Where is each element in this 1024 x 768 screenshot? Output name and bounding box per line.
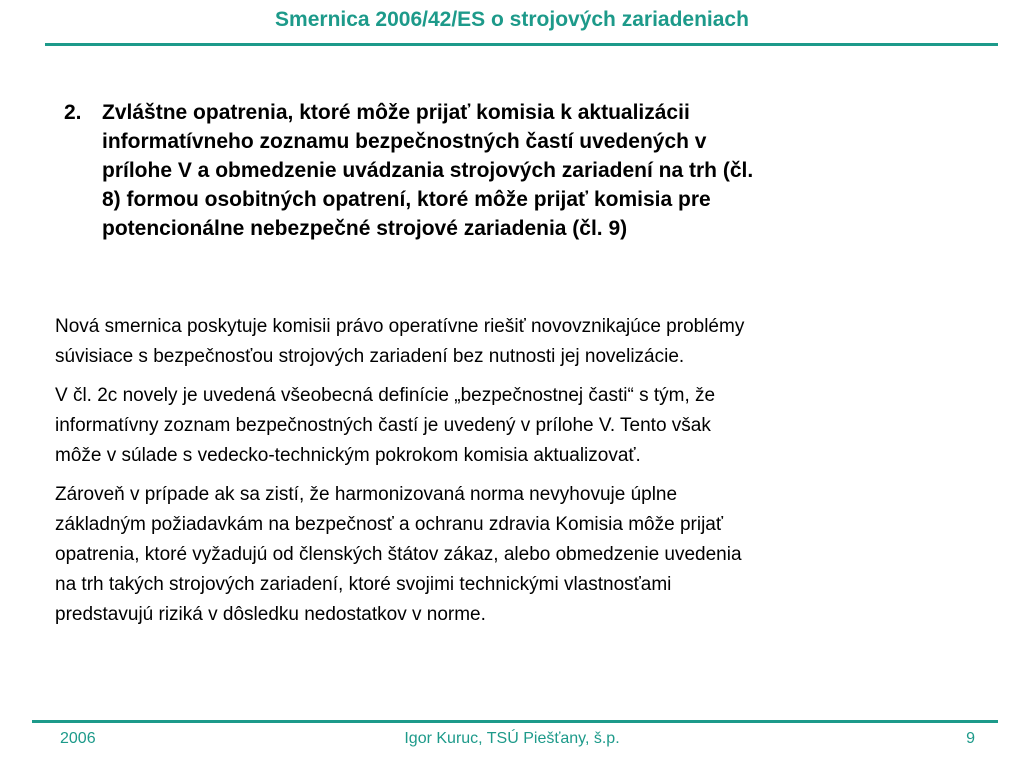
numbered-list-item — [64, 98, 994, 243]
list-item-number: 2. — [64, 101, 82, 124]
list-item-line: potencionálne nebezpečné strojové zariadenia (čl. 9) — [102, 217, 628, 240]
paragraph-line: Zároveň v prípade ak sa zistí, že harmonizovaná norma nevyhovuje úplne — [55, 484, 678, 505]
paragraph — [55, 381, 1005, 471]
paragraph — [55, 312, 1005, 372]
footer-year: 2006 — [60, 730, 96, 747]
list-item-line: Zvláštne opatrenia, ktoré môže prijať komisia k aktualizácii — [102, 101, 690, 124]
slide-title: Smernica 2006/42/ES o strojových zariadeniach — [275, 8, 749, 31]
paragraph-line: V čl. 2c novely je uvedená všeobecná definície „bezpečnostnej časti“ s tým, že — [55, 385, 716, 406]
body-text — [55, 312, 1005, 639]
paragraph-line: môže v súlade s vedecko-technickým pokrokom komisia aktualizovať. — [55, 445, 641, 466]
paragraph-line: predstavujú riziká v dôsledku nedostatkov v norme. — [55, 604, 486, 625]
title-divider — [45, 43, 998, 46]
footer-divider — [32, 720, 998, 723]
list-item-line: 8) formou osobitných opatrení, ktoré môže prijať komisia pre — [102, 188, 711, 211]
paragraph-line: Nová smernica poskytuje komisii právo operatívne riešiť novovznikajúce problémy — [55, 316, 745, 337]
paragraph-line: opatrenia, ktoré vyžadujú od členských štátov zákaz, alebo obmedzenie uvedenia — [55, 544, 742, 565]
paragraph-line: na trh takých strojových zariadení, ktoré svojimi technickými vlastnosťami — [55, 574, 672, 595]
paragraph — [55, 480, 1005, 630]
paragraph-line: základným požiadavkám na bezpečnosť a ochranu zdravia Komisia môže prijať — [55, 514, 723, 535]
page-number: 9 — [966, 730, 975, 747]
list-item-line: informatívneho zoznamu bezpečnostných častí uvedených v — [102, 130, 707, 153]
list-item-text — [102, 98, 994, 243]
footer-author: Igor Kuruc, TSÚ Piešťany, š.p. — [404, 730, 620, 747]
paragraph-line: informatívny zoznam bezpečnostných častí je uvedený v prílohe V. Tento však — [55, 415, 711, 436]
paragraph-line: súvisiace s bezpečnosťou strojových zariadení bez nutnosti jej novelizácie. — [55, 346, 685, 367]
list-item-line: prílohe V a obmedzenie uvádzania strojových zariadení na trh (čl. — [102, 159, 754, 182]
